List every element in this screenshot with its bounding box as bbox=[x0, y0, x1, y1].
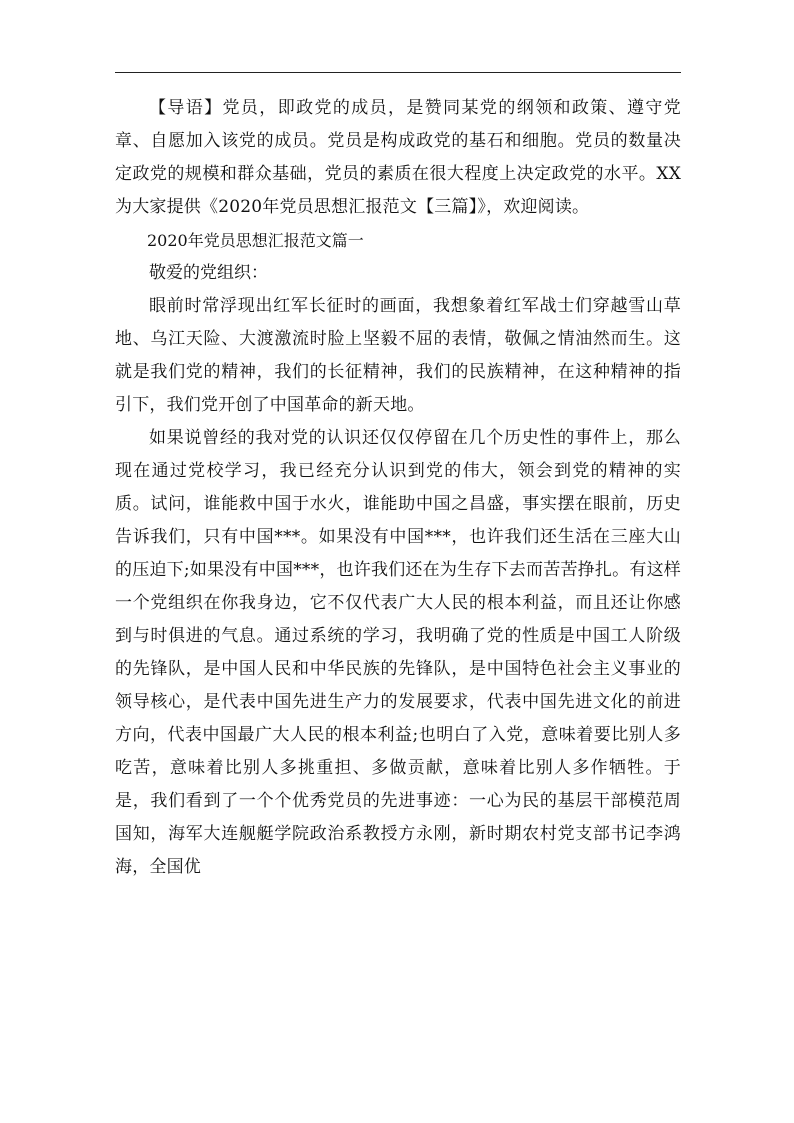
intro-paragraph: 【导语】党员，即政党的成员，是赞同某党的纲领和政策、遵守党章、自愿加入该党的成员。党员是构成政党的基石和细胞。党员的数量决定政党的规模和群众基础，党员的素质在很大程度上决定政党的水平。XX为大家提供《2020年党员思想汇报范文【三篇】》，欢迎阅读。 bbox=[115, 98, 681, 217]
body-paragraph: 如果说曾经的我对党的认识还仅仅停留在几个历史性的事件上，那么现在通过党校学习，我已经充分认识到党的伟大，领会到党的精神的实质。试问，谁能救中国于水火，谁能助中国之昌盛，事实摆在眼前，历史告诉我们，只有中国***。如果没有中国***，也许我们还生活在三座大山的压迫下;如果没有中国***，也许我们还在为生存下去而苦苦挣扎。有这样一个党组织在你我身边，它不仅代表广大人民的根本利益，而且还让你感到与时俱进的气息。通过系统的学习，我明确了党的性质是中国工人阶级的先锋队，是中国人民和中华民族的先锋队，是中国特色社会主义事业的领导核心，是代表中国先进生产力的发展要求，代表中国先进文化的前进方向，代表中国最广大人民的根本利益;也明白了入党，意味着要比别人多吃苦，意味着比别人多挑重担、多做贡献，意味着比别人多作牺牲。于是，我们看到了一个个优秀党员的先进事迹：一心为民的基层干部模范周国知，海军大连舰艇学院政治系教授方永刚，新时期农村党支部书记李鸿海，全国优 bbox=[115, 428, 681, 877]
document-body bbox=[115, 92, 681, 884]
salutation: 敬爱的党组织： bbox=[149, 263, 268, 283]
section-title: 2020年党员思想汇报范文篇一 bbox=[147, 231, 364, 250]
header-rule bbox=[115, 72, 681, 73]
body-paragraph: 眼前时常浮现出红军长征时的画面，我想象着红军战士们穿越雪山草地、乌江天险、大渡激流时脸上坚毅不屈的表情，敬佩之情油然而生。这就是我们党的精神，我们的长征精神，我们的民族精神，在这种精神的指引下，我们党开创了中国革命的新天地。 bbox=[115, 296, 681, 415]
